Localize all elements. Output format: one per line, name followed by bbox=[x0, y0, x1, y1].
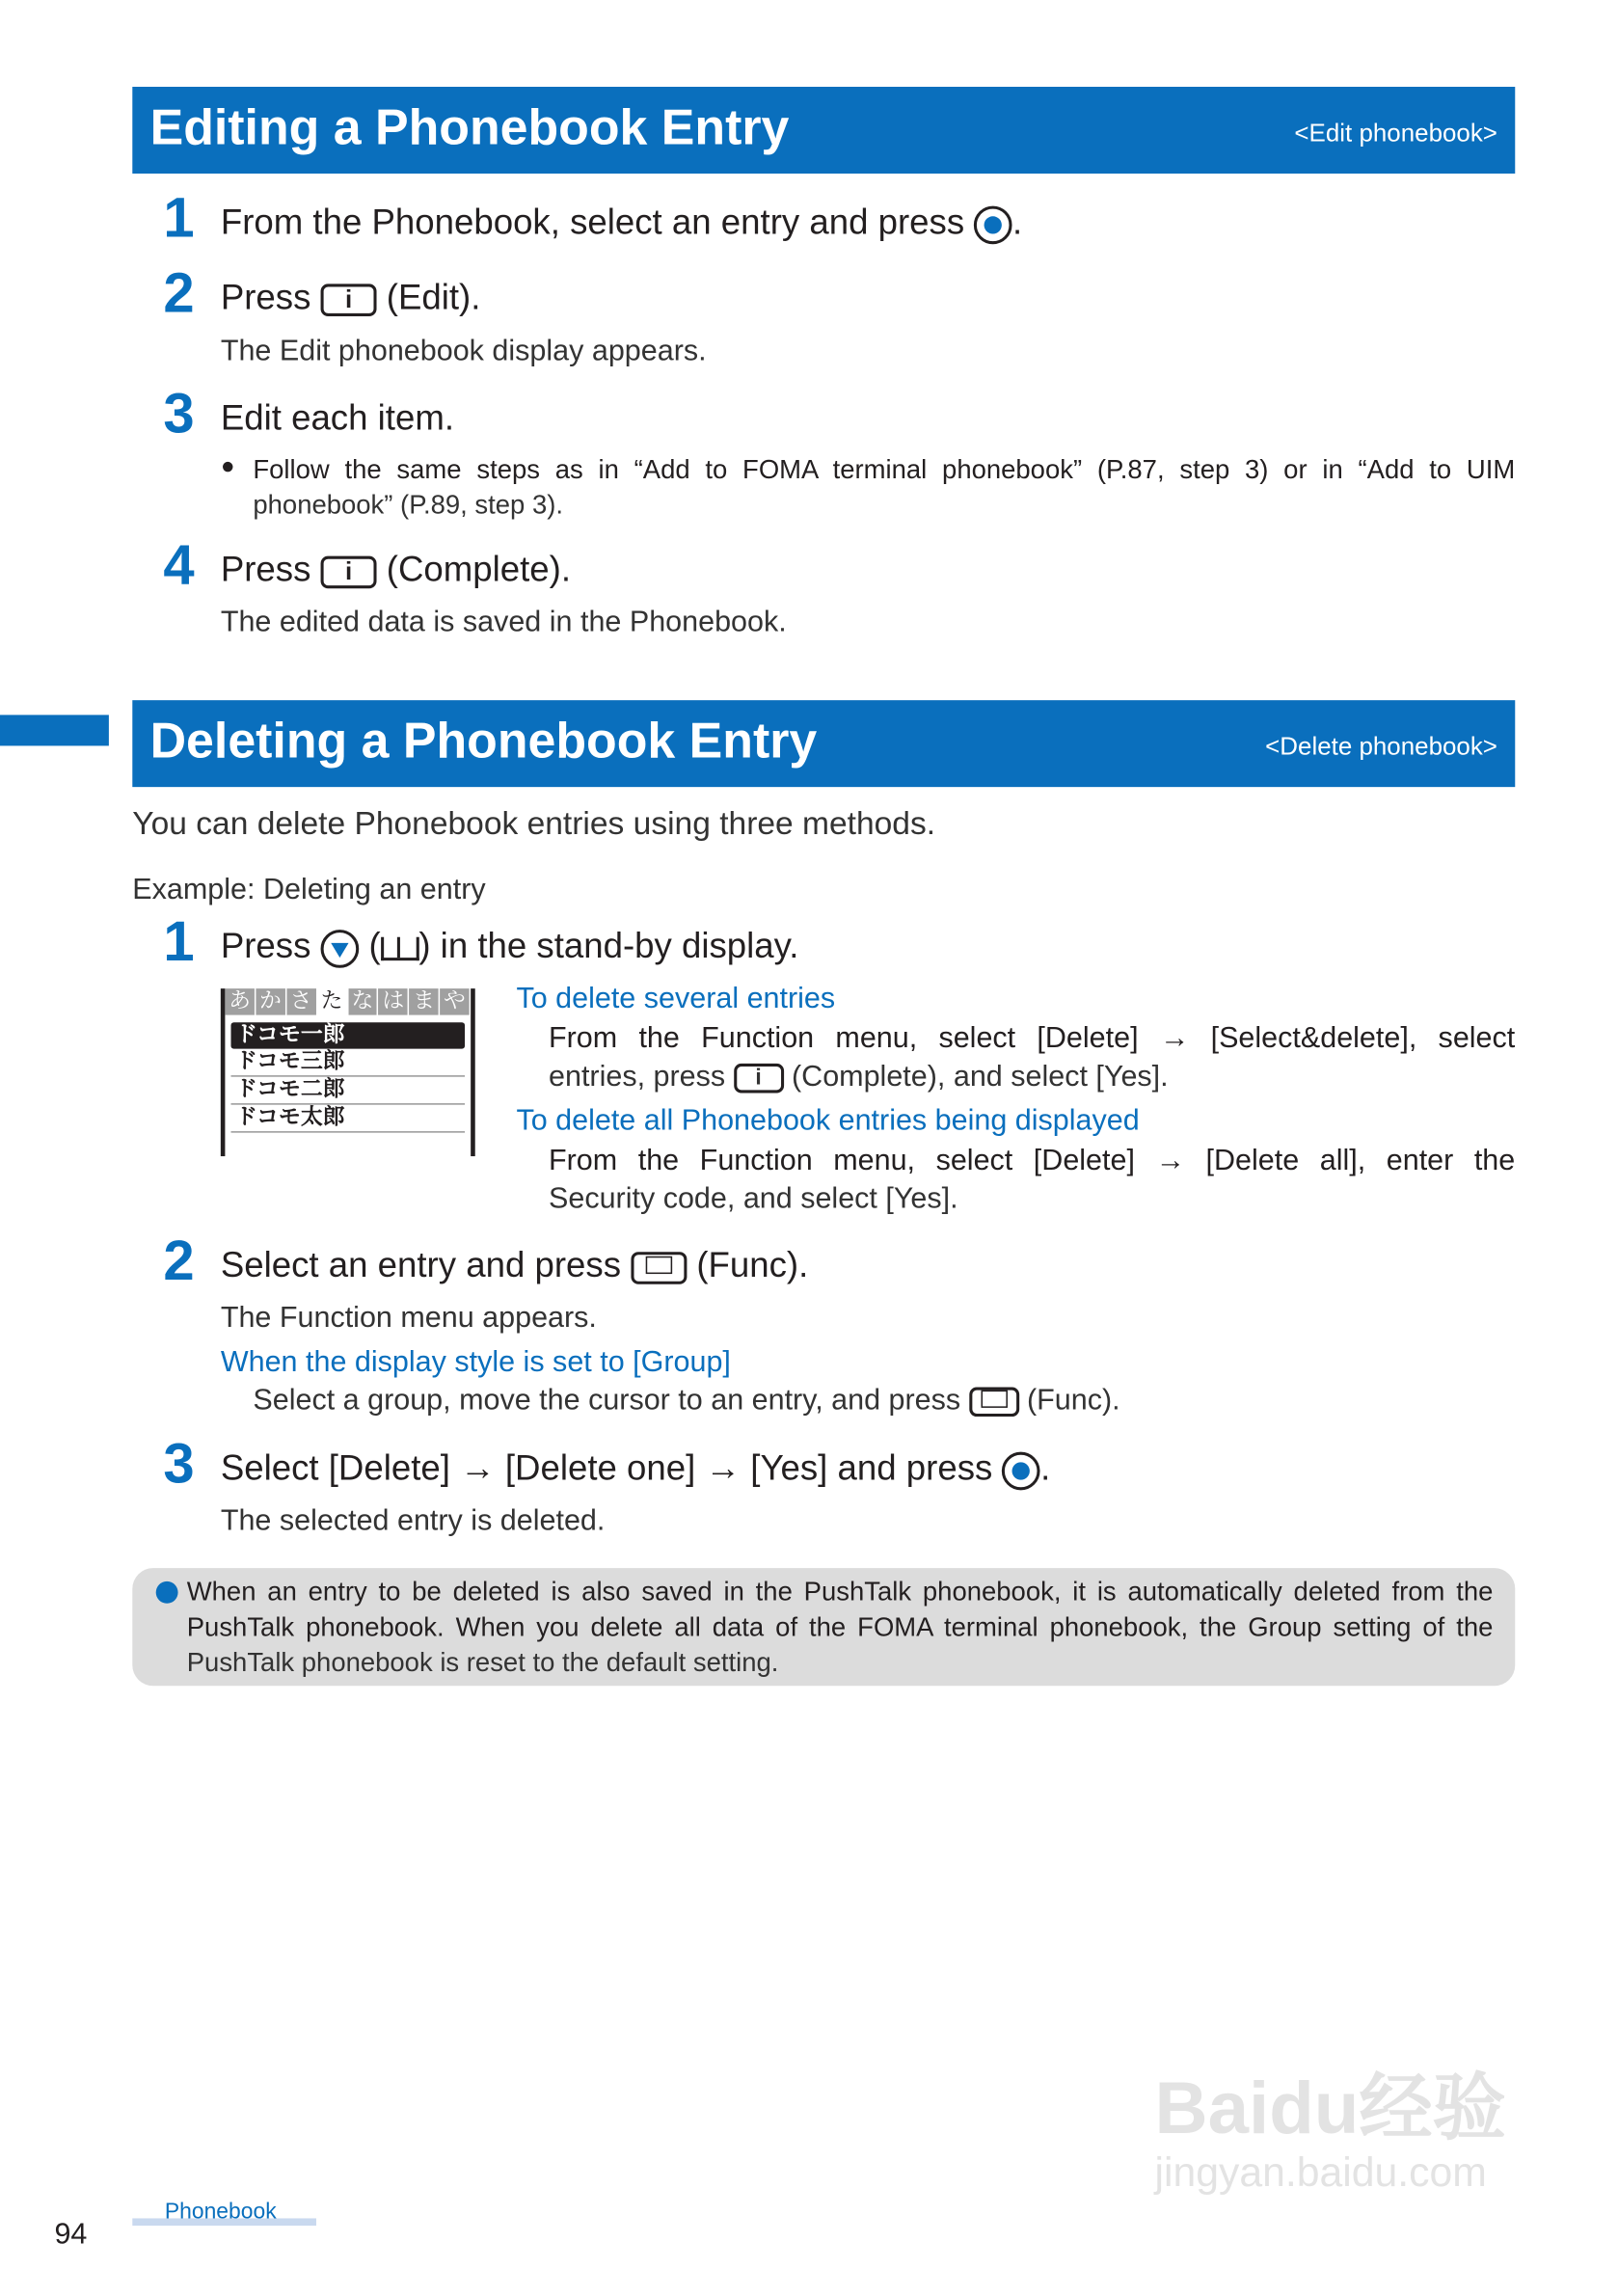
footer-section-link[interactable]: Phonebook bbox=[164, 2199, 277, 2225]
kana-tab: は bbox=[379, 988, 408, 1014]
step-number: 2 bbox=[163, 263, 195, 326]
step-text bbox=[221, 551, 571, 592]
list-item: ドコモ二郎 bbox=[231, 1077, 466, 1105]
step-number: 3 bbox=[163, 384, 195, 446]
watermark-line2: jingyan.baidu.com bbox=[1154, 2148, 1487, 2196]
text: (Func). bbox=[1026, 1384, 1120, 1418]
step-text-main: From the Phonebook, select an entry and press bbox=[220, 203, 965, 243]
step-number: 1 bbox=[163, 188, 195, 251]
list-item-selected: ドコモ一郎 bbox=[231, 1022, 466, 1048]
text: Select a group, move the cursor to an entry, and press bbox=[253, 1384, 961, 1418]
step-number: 3 bbox=[163, 1434, 195, 1497]
step-text bbox=[221, 203, 1022, 245]
kana-tab-selected: た bbox=[317, 988, 346, 1014]
kana-tab: さ bbox=[286, 988, 315, 1014]
step-post: (Func). bbox=[696, 1246, 809, 1286]
bullet-text-cont: phonebook” (P.89, step 3). bbox=[253, 489, 564, 520]
example-text: Example: Deleting an entry bbox=[132, 874, 486, 906]
step-pre: Press bbox=[220, 927, 311, 967]
section-title: Editing a Phonebook Entry bbox=[149, 99, 790, 156]
step-text bbox=[221, 1246, 808, 1287]
step-number: 1 bbox=[163, 911, 195, 974]
center-button-icon bbox=[1002, 1451, 1040, 1490]
step-number: 4 bbox=[163, 535, 195, 598]
nav-down-key-icon bbox=[321, 930, 360, 968]
bullet-text: Follow the same steps as in “Add to FOMA terminal phonebook” (P.87, step 3) or in “Add to UIM bbox=[253, 454, 1516, 484]
baidu-watermark-logo bbox=[1155, 2066, 1506, 2196]
section-header-edit bbox=[132, 87, 1515, 174]
all-line2: Security code, and select [Yes]. bbox=[549, 1182, 958, 1216]
kana-index-tabs bbox=[225, 988, 471, 1014]
text: (Complete), and select [Yes]. bbox=[792, 1060, 1169, 1094]
note-line: PushTalk phonebook. When you delete all data of the FOMA terminal phonebook, the Group setting of the bbox=[186, 1611, 1494, 1642]
subheading-group: When the display style is set to [Group] bbox=[220, 1345, 731, 1379]
kana-tab: な bbox=[348, 988, 377, 1014]
note-bullet-icon bbox=[156, 1581, 178, 1604]
several-line1: From the Function menu, select [Delete] → [Select&delete], select bbox=[549, 1022, 1516, 1055]
step-end: . bbox=[1040, 1448, 1051, 1489]
step-description: The edited data is saved in the Phonebook. bbox=[220, 606, 787, 639]
list-item: ドコモ太郎 bbox=[231, 1105, 466, 1133]
list-item: ドコモ三郎 bbox=[231, 1049, 466, 1077]
kana-tab: あ bbox=[225, 988, 254, 1014]
section-header-delete bbox=[132, 700, 1515, 787]
subheading-all: To delete all Phonebook entries being displayed bbox=[516, 1104, 1140, 1138]
phonebook-icon bbox=[381, 936, 419, 959]
all-line1: From the Function menu, select [Delete] → [Delete all], enter the bbox=[549, 1144, 1516, 1177]
mail-key-icon bbox=[969, 1387, 1019, 1417]
side-tab-marker bbox=[0, 715, 109, 745]
subheading-several: To delete several entries bbox=[516, 983, 836, 1015]
step-text bbox=[221, 1449, 1051, 1491]
step-post: (Edit). bbox=[386, 278, 481, 318]
kana-tab: か bbox=[256, 988, 284, 1014]
step-main: Select [Delete] → [Delete one] → [Yes] and press bbox=[220, 1448, 993, 1489]
step-pre: Press bbox=[220, 278, 311, 318]
kana-tab: ま bbox=[409, 988, 438, 1014]
page-number: 94 bbox=[54, 2218, 88, 2252]
step-description: The selected entry is deleted. bbox=[220, 1504, 606, 1538]
kana-tab: や bbox=[440, 988, 469, 1014]
step-end: . bbox=[1011, 203, 1023, 243]
several-line2 bbox=[549, 1059, 1169, 1094]
step-text bbox=[221, 927, 799, 968]
phone-screen-image bbox=[221, 988, 475, 1156]
step-post: (Complete). bbox=[386, 550, 572, 590]
i-mode-key-icon: i bbox=[321, 284, 377, 316]
step-pre: Select an entry and press bbox=[220, 1246, 621, 1286]
mail-key-icon bbox=[631, 1252, 687, 1284]
note-line: PushTalk phonebook is reset to the default setting. bbox=[186, 1647, 779, 1678]
step-pre: Press bbox=[220, 550, 311, 590]
bullet-icon: ● bbox=[220, 454, 235, 480]
text: entries, press bbox=[549, 1060, 726, 1094]
step-description: The Edit phonebook display appears. bbox=[220, 335, 707, 368]
watermark-line1: Baidu经验 bbox=[1154, 2066, 1506, 2149]
note-line: When an entry to be deleted is also saved in the PushTalk phonebook, it is automatically deleted from the bbox=[186, 1577, 1494, 1607]
group-text bbox=[253, 1383, 1119, 1418]
center-button-icon bbox=[974, 205, 1012, 244]
section-title: Deleting a Phonebook Entry bbox=[149, 713, 818, 770]
step-post: ) in the stand-by display. bbox=[418, 927, 799, 967]
step-text bbox=[221, 278, 481, 319]
note-box bbox=[132, 1568, 1515, 1686]
section-tag: <Delete phonebook> bbox=[1265, 732, 1497, 761]
i-mode-key-icon: i bbox=[321, 555, 377, 588]
step-description: The Function menu appears. bbox=[220, 1302, 597, 1335]
step-text: Edit each item. bbox=[220, 398, 454, 439]
intro-text: You can delete Phonebook entries using three methods. bbox=[132, 804, 936, 842]
paren-open: ( bbox=[368, 927, 381, 967]
section-tag: <Edit phonebook> bbox=[1294, 119, 1497, 148]
step-number: 2 bbox=[163, 1230, 195, 1293]
i-mode-key-icon: i bbox=[734, 1064, 784, 1094]
